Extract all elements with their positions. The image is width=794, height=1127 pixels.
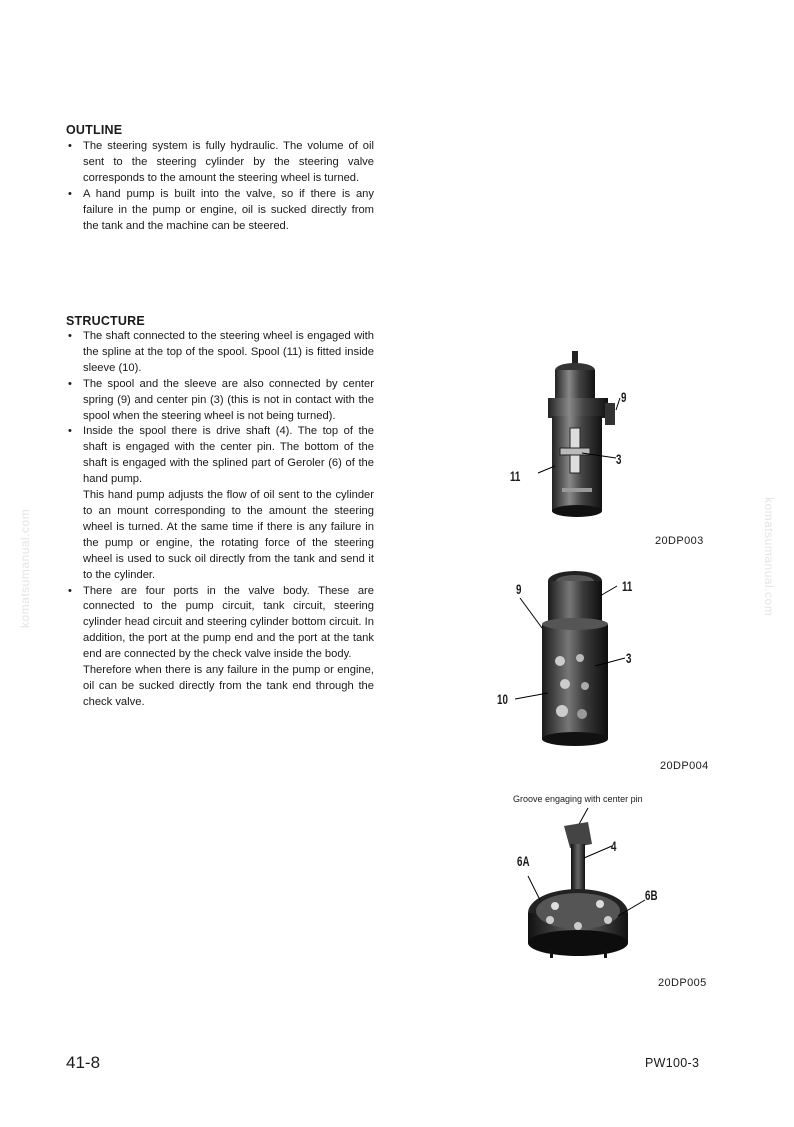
structure-item-2: • The spool and the sleeve are also connected by center spring (9) and center pin (3) (this is not in contact with the spool when the steering wheel is not being turned). <box>66 377 374 425</box>
structure-item-3-cont: This hand pump adjusts the flow of oil sent to the cylinder to an mount corresponding to the amount the steering wheel is turned. At the same time if there is any failure in the pump or engine, the rotating force of the steering wheel is used to suck oil directly from the tank and send it to the cylinder. <box>83 489 374 581</box>
fig1-label-9: 9 <box>621 389 627 405</box>
structure-item-4 <box>66 584 374 711</box>
fig2-label-9: 9 <box>516 581 522 597</box>
fig3-code: 20DP005 <box>658 977 707 989</box>
fig3-caption: Groove engaging with center pin <box>513 794 643 804</box>
fig3-label-6b: 6B <box>645 887 658 903</box>
spool-figure <box>500 348 640 523</box>
fig2-label-10: 10 <box>497 691 508 707</box>
fig3-label-4: 4 <box>611 838 617 854</box>
structure-item-4-text: There are four ports in the valve body. These are connected to the pump circuit, tank circuit, steering cylinder head circuit and steering cylinder bottom circuit. In addition, the port at the pump end and the port at the tank end are connected by the check valve inside the body. <box>83 584 374 661</box>
fig3-label-6a: 6A <box>517 853 530 869</box>
structure-item-3 <box>66 424 374 583</box>
fig1-label-11: 11 <box>510 468 521 484</box>
outline-item-2: • A hand pump is built into the valve, so if there is any failure in the pump or engine, oil is sucked directly from the tank and the machine can be steered. <box>66 187 374 235</box>
structure-item-3-text: Inside the spool there is drive shaft (4). The top of the shaft is engaged with the center pin. The bottom of the shaft is engaged with the splined part of Geroler (6) of the hand pump. <box>83 425 374 486</box>
structure-item-4-cont: Therefore when there is any failure in the pump or engine, oil can be sucked directly from the tank end through the check valve. <box>83 664 374 708</box>
page-number: 41-8 <box>66 1053 101 1072</box>
fig1-label-3: 3 <box>616 451 622 467</box>
fig2-label-11: 11 <box>622 578 633 594</box>
structure-heading: STRUCTURE <box>66 314 145 328</box>
watermark-right: komatsumanual.com <box>762 497 776 617</box>
outline-section <box>66 139 374 234</box>
structure-item-1: • The shaft connected to the steering wheel is engaged with the spline at the top of the spool. Spool (11) is fitted inside sleeve (10). <box>66 329 374 377</box>
drive-shaft-figure <box>520 808 650 963</box>
fig2-code: 20DP004 <box>660 760 709 772</box>
structure-section <box>66 329 374 711</box>
watermark-left: komatsumanual.com <box>18 508 32 628</box>
outline-item-1: • The steering system is fully hydraulic. The volume of oil sent to the steering cylinder by the steering valve corresponds to the amount the steering wheel is turned. <box>66 139 374 187</box>
outline-heading: OUTLINE <box>66 123 123 137</box>
fig2-label-3: 3 <box>626 650 632 666</box>
fig1-code: 20DP003 <box>655 535 704 547</box>
model-number: PW100-3 <box>645 1056 700 1070</box>
